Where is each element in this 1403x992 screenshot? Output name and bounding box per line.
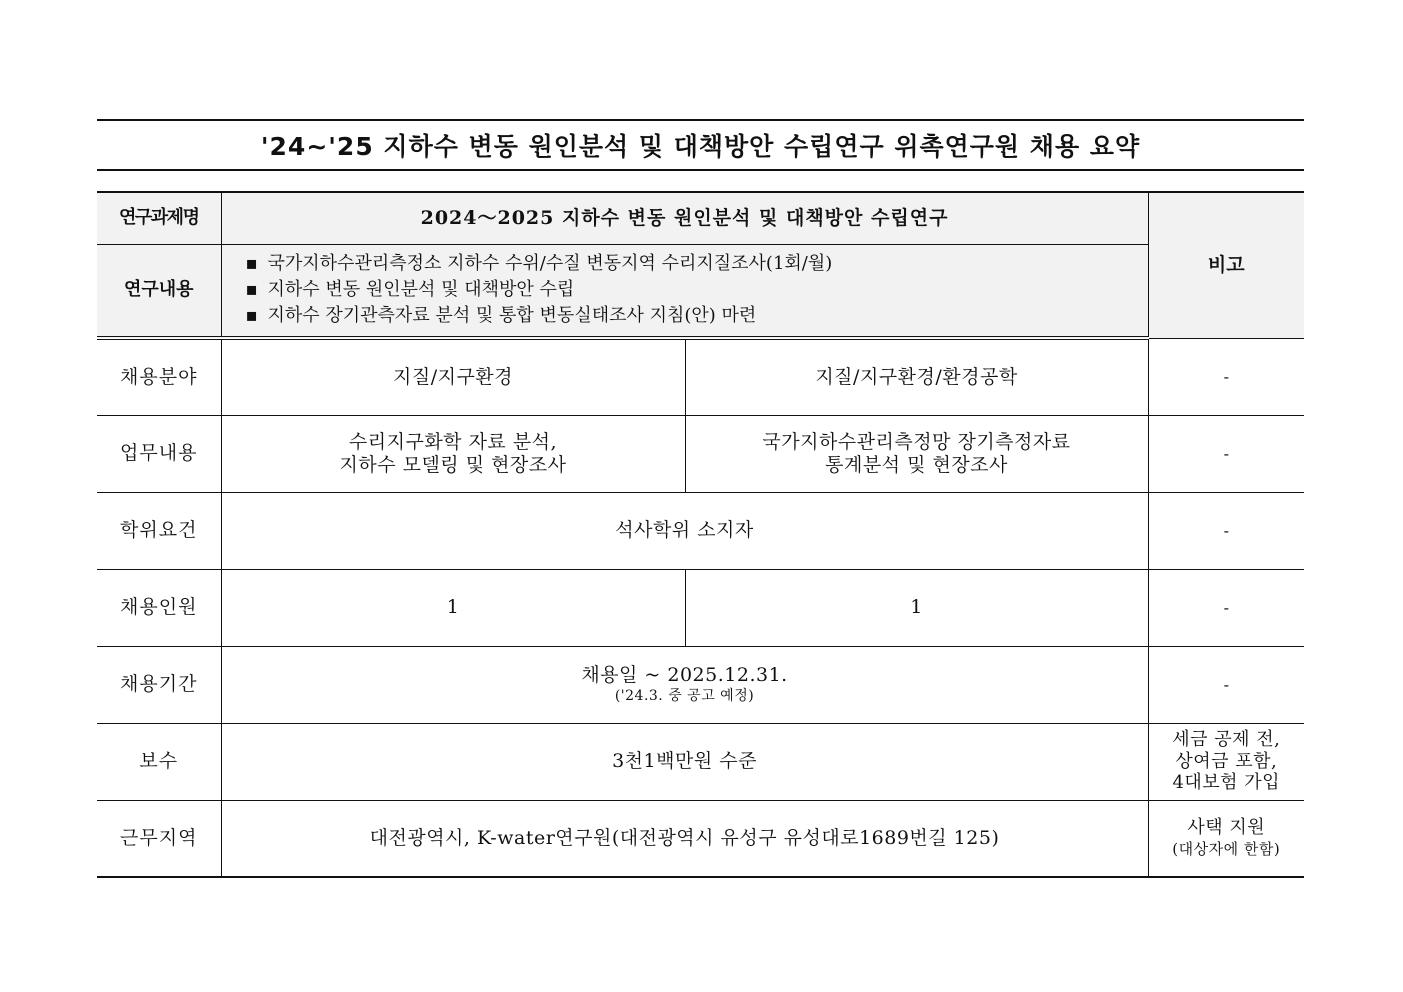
list-item [246, 303, 1142, 329]
location-remark-line-1: 사택 지원 [1187, 816, 1266, 838]
table-row [97, 646, 1304, 723]
duties-2-line-2: 통계분석 및 현장조사 [825, 453, 1008, 476]
project-name-row [97, 192, 1304, 244]
remark-duties: - [1148, 415, 1304, 492]
duties-2-line-1: 국가지하수관리측정망 장기측정자료 [762, 430, 1071, 453]
table-row [97, 415, 1304, 492]
row-label-duties: 업무내용 [97, 415, 221, 492]
field-position-2: 지질/지구환경/환경공학 [685, 338, 1148, 415]
field-position-1: 지질/지구환경 [221, 338, 685, 415]
list-item-text: 지하수 장기관측자료 분석 및 통합 변동실태조사 지침(안) 마련 [267, 305, 757, 327]
content-label: 연구내용 [97, 244, 221, 338]
duties-position-2 [685, 415, 1148, 492]
research-content-row [97, 244, 1304, 338]
remark-pay [1148, 723, 1304, 800]
period-value: 채용일 ~ 2025.12.31. [581, 664, 788, 687]
location-remark-line-2: (대상자에 한함) [1172, 840, 1281, 859]
table-row [97, 338, 1304, 415]
remark-location [1148, 800, 1304, 877]
row-label-degree: 학위요건 [97, 492, 221, 569]
degree-requirement: 석사학위 소지자 [221, 492, 1148, 569]
row-label-location: 근무지역 [97, 800, 221, 877]
remark-degree: - [1148, 492, 1304, 569]
pay-remark-line-2: 상여금 포함, [1175, 750, 1278, 772]
pay-value: 3천1백만원 수준 [221, 723, 1148, 800]
row-label-headcount: 채용인원 [97, 569, 221, 646]
row-label-field: 채용분야 [97, 338, 221, 415]
project-label: 연구과제명 [97, 192, 221, 244]
remark-headcount: - [1148, 569, 1304, 646]
table-row [97, 492, 1304, 569]
duties-1-line-2: 지하수 모델링 및 현장조사 [339, 453, 567, 476]
list-item [246, 277, 1142, 303]
duties-position-1 [221, 415, 685, 492]
pay-remark-line-3: 4대보험 가입 [1172, 772, 1281, 794]
document-title: '24~'25 지하수 변동 원인분석 및 대책방안 수립연구 위촉연구원 채용 요약 [97, 119, 1304, 171]
row-label-pay: 보수 [97, 723, 221, 800]
bullet-icon: ▪ [245, 253, 258, 275]
research-content-cell [221, 244, 1148, 338]
remark-period: - [1148, 646, 1304, 723]
period-note: ('24.3. 중 공고 예정) [614, 688, 755, 704]
list-item [246, 251, 1142, 277]
remarks-header: 비고 [1148, 192, 1304, 338]
duties-1-line-1: 수리지구화학 자료 분석, [348, 430, 558, 453]
pay-remark-line-1: 세금 공제 전, [1172, 729, 1281, 751]
headcount-position-2: 1 [685, 569, 1148, 646]
work-location: 대전광역시, K-water연구원(대전광역시 유성구 유성대로1689번길 125) [221, 800, 1148, 877]
project-name: 2024～2025 지하수 변동 원인분석 및 대책방안 수립연구 [221, 192, 1148, 244]
list-item-text: 국가지하수관리측정소 지하수 수위/수질 변동지역 수리지질조사(1회/월) [267, 253, 833, 275]
bullet-icon: ▪ [245, 279, 258, 301]
remark-field: - [1148, 338, 1304, 415]
headcount-position-1: 1 [221, 569, 685, 646]
row-label-period: 채용기간 [97, 646, 221, 723]
bullet-icon: ▪ [245, 305, 258, 327]
table-row [97, 723, 1304, 800]
employment-period [221, 646, 1148, 723]
research-content-list [228, 251, 1142, 329]
recruitment-summary-table [97, 191, 1304, 878]
table-row [97, 569, 1304, 646]
list-item-text: 지하수 변동 원인분석 및 대책방안 수립 [267, 279, 575, 301]
table-row [97, 800, 1304, 877]
